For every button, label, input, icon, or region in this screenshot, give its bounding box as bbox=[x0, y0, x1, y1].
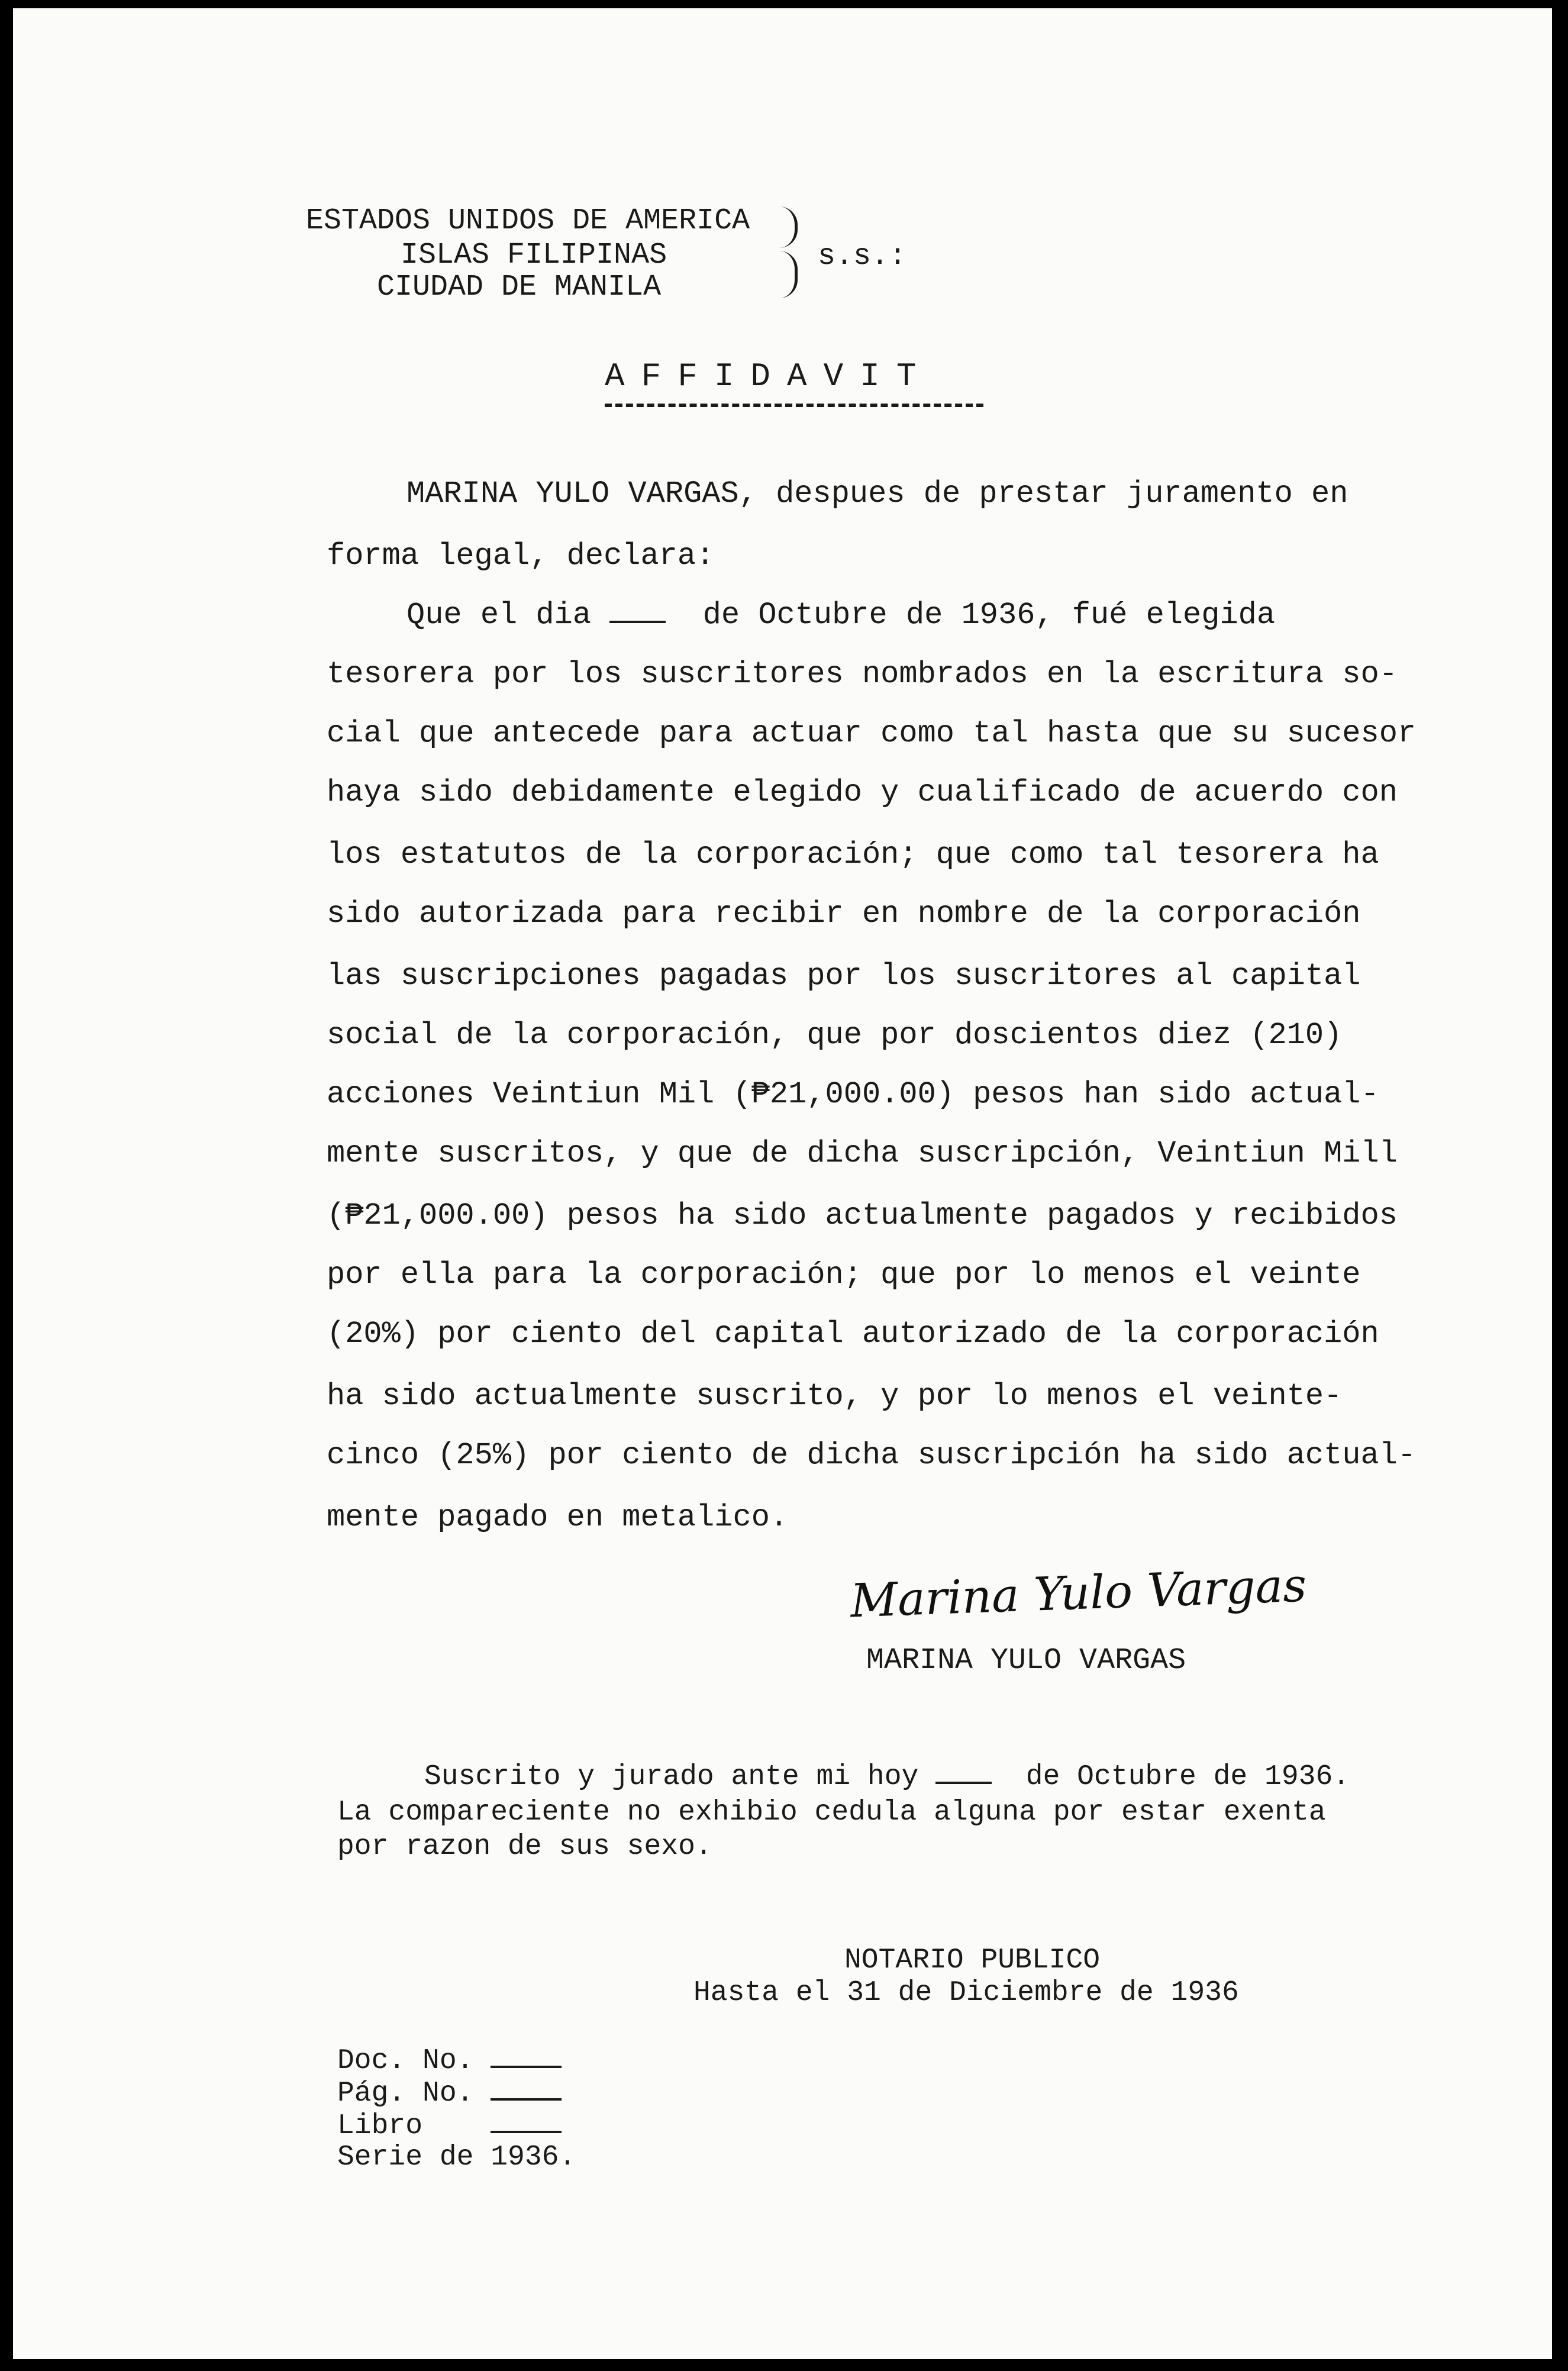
venue-city: CIUDAD DE MANILA bbox=[377, 270, 662, 304]
venue-ss: s.s.: bbox=[818, 240, 907, 273]
jurat-day-blank bbox=[935, 1782, 992, 1784]
body-line-10: social de la corporación, que por doscientos diez (210) bbox=[327, 1018, 1343, 1053]
body-line-5: cial que antecede para actuar como tal hasta que su sucesor bbox=[327, 716, 1417, 751]
jurat-line-2: La compareciente no exhibio cedula alguna por estar exenta bbox=[337, 1796, 1326, 1828]
notary-title: NOTARIO PUBLICO bbox=[844, 1944, 1101, 1976]
body-line-1: MARINA YULO VARGAS, despues de prestar juramento en bbox=[406, 476, 1348, 511]
day-blank bbox=[609, 621, 666, 623]
record-libro bbox=[337, 2112, 562, 2140]
jurat-line-3: por razon de sus sexo. bbox=[337, 1831, 712, 1863]
title-underline-dashes bbox=[605, 404, 983, 407]
record-doc-blank bbox=[491, 2066, 562, 2068]
notary-term: Hasta el 31 de Diciembre de 1936 bbox=[693, 1977, 1239, 2009]
record-libro-blank bbox=[491, 2131, 562, 2133]
body-line-9: las suscripciones pagadas por los suscritores al capital bbox=[327, 959, 1361, 993]
record-doc bbox=[337, 2047, 562, 2075]
body-line-14: por ella para la corporación; que por lo menos el veinte bbox=[327, 1257, 1361, 1292]
venue-country: ESTADOS UNIDOS DE AMERICA bbox=[306, 204, 750, 238]
body-line-6: haya sido debidamente elegido y cualificado de acuerdo con bbox=[327, 775, 1398, 810]
body-line-16: ha sido actualmente suscrito, y por lo menos el veinte- bbox=[327, 1379, 1343, 1414]
record-pag bbox=[337, 2079, 562, 2108]
body-line-11: acciones Veintiun Mil (₱21,000.00) pesos han sido actual- bbox=[327, 1077, 1379, 1112]
venue-bracket-bottom bbox=[779, 251, 798, 298]
body-line-7: los estatutos de la corporación; que como tal tesorera ha bbox=[327, 837, 1379, 872]
body-line-3 bbox=[406, 600, 1472, 631]
venue-bracket-top bbox=[779, 207, 798, 248]
document-page bbox=[13, 8, 1552, 2359]
body-line-4: tesorera por los suscritores nombrados en la escritura so- bbox=[327, 657, 1398, 692]
body-line-13: (₱21,000.00) pesos ha sido actualmente pagados y recibidos bbox=[327, 1198, 1398, 1233]
body-line-3b: de Octubre de 1936, fué elegida bbox=[702, 598, 1276, 633]
record-doc-label: Doc. No. bbox=[337, 2045, 474, 2077]
jurat-line-1 bbox=[424, 1763, 1350, 1791]
venue-islands: ISLAS FILIPINAS bbox=[401, 238, 667, 272]
document-title: AFFIDAVIT bbox=[605, 357, 933, 395]
record-pag-blank bbox=[491, 2098, 562, 2101]
record-pag-label: Pág. No. bbox=[337, 2078, 474, 2109]
body-line-17: cinco (25%) por ciento de dicha suscripción ha sido actual- bbox=[327, 1438, 1417, 1473]
body-line-3a: Que el dia bbox=[406, 598, 592, 633]
body-line-12: mente suscritos, y que de dicha suscripción, Veintiun Mill bbox=[327, 1136, 1398, 1171]
jurat-line-1a: Suscrito y jurado ante mi hoy bbox=[424, 1761, 919, 1793]
typed-signature-name: MARINA YULO VARGAS bbox=[866, 1644, 1186, 1678]
body-line-8: sido autorizada para recibir en nombre de la corporación bbox=[327, 896, 1361, 931]
body-line-2: forma legal, declara: bbox=[327, 538, 715, 573]
jurat-line-1b: de Octubre de 1936. bbox=[1025, 1761, 1350, 1793]
handwritten-signature: Marina Yulo Vargas bbox=[849, 1559, 1308, 1628]
record-libro-label: Libro bbox=[337, 2110, 423, 2142]
body-line-15: (20%) por ciento del capital autorizado de la corporación bbox=[327, 1317, 1379, 1351]
body-line-18: mente pagado en metalico. bbox=[327, 1500, 789, 1535]
record-serie: Serie de 1936. bbox=[337, 2141, 576, 2173]
